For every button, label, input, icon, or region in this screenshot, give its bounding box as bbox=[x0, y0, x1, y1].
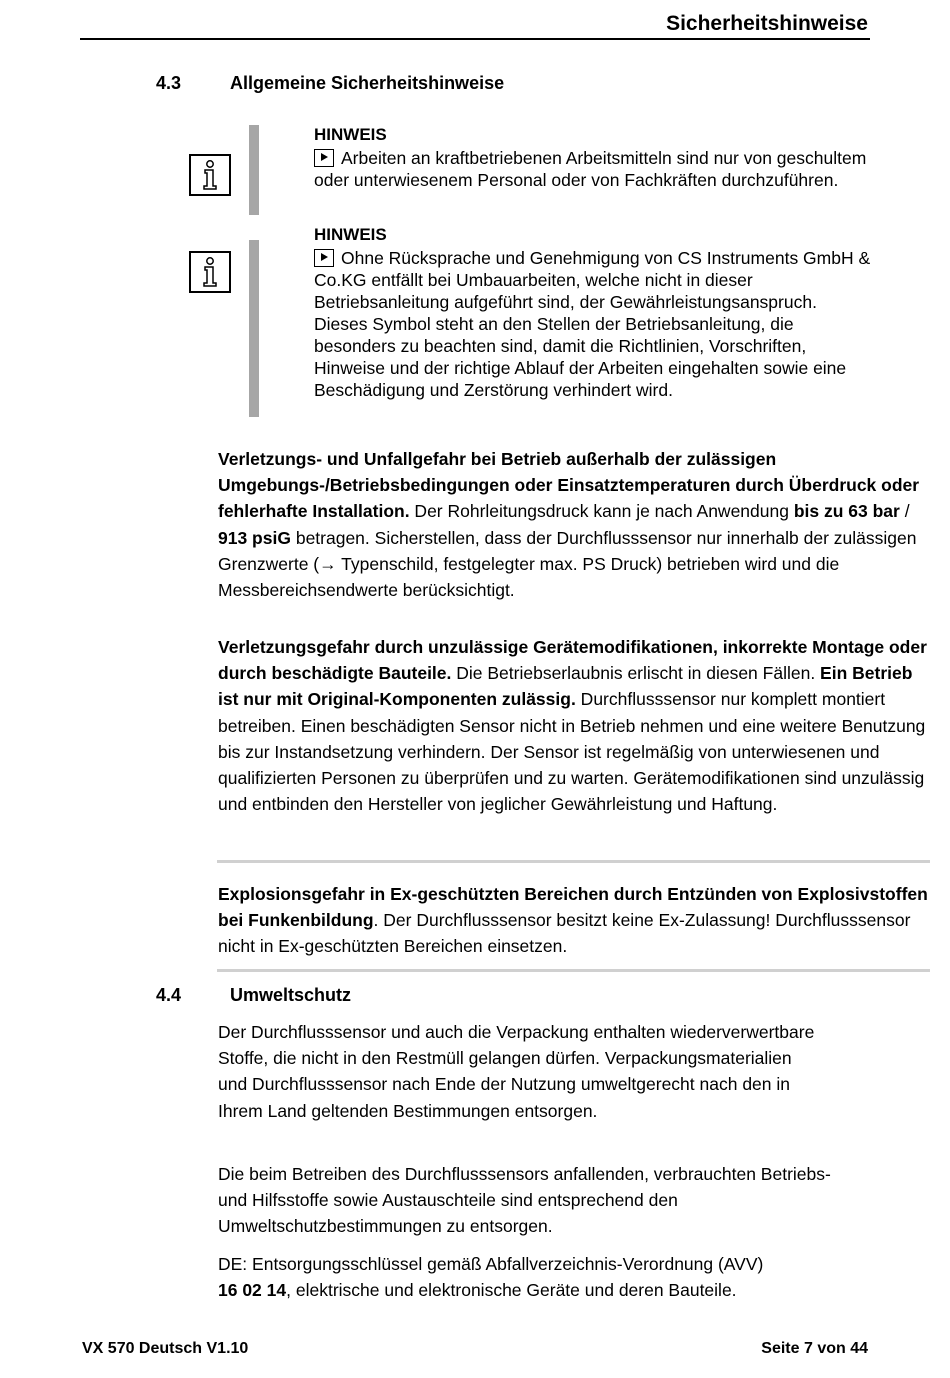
arrow-bullet-icon bbox=[314, 249, 334, 267]
page-header-title: Sicherheitshinweise bbox=[666, 12, 868, 35]
arrow-bullet-icon bbox=[314, 149, 334, 167]
warning-paragraph-modifications: Verletzungsgefahr durch unzulässige Gerätemodifikationen, inkorrekte Montage oder durch beschädigte Bauteile. Die Betriebserlaubnis erlischt in diesen Fällen. Ein Betrieb ist nur mit Original-Komponenten zulässig. Durchflusssensor nur komplett montiert betreiben. Einen beschädigten Sensor nicht in Betrieb nehmen und eine weitere Benutzung bis zur Instandsetzung verhindern. Der Sensor ist regelmäßig von unterwiesenen und qualifizierten Personen zu überprüfen und zu warten. Gerätemodifikationen sind unzulässig und entbinden den Hersteller von jeglicher Gewährleistung und Haftung. bbox=[218, 637, 927, 815]
note-text: Arbeiten an kraftbetriebenen Arbeitsmitteln sind nur von geschultem oder unterwiesenem Personal oder von Fachkräften durchzuführen. bbox=[314, 148, 867, 190]
warning-paragraph-overpressure: Verletzungs- und Unfallgefahr bei Betrieb außerhalb der zulässigen Umgebungs-/Betriebsbedingungen oder Einsatztemperaturen durch Überdruck oder fehlerhafte Installation. Der Rohrleitungsdruck kann je nach Anwendung bis zu 63 bar / 913 psiG betragen. Sicherstellen, dass der Durchflusssensor nur innerhalb der zulässigen Grenzwerte (→ Typenschild, festgelegter max. PS Druck) betrieben wird und die Messbereichsendwerte berücksichtigt. bbox=[218, 449, 920, 601]
environment-paragraph-3: DE: Entsorgungsschlüssel gemäß Abfallverzeichnis-Verordnung (AVV) 16 02 14, elektrische und elektronische Geräte und deren Bauteile. bbox=[218, 1254, 764, 1301]
warning-paragraph-explosion: Explosionsgefahr in Ex-geschützten Bereichen durch Entzünden von Explosivstoffen bei Funkenbildung. Der Durchflusssensor besitzt keine Ex-Zulassung! Durchflusssensor nicht in Ex-geschützten Bereichen einsetzen. bbox=[218, 884, 928, 957]
header-divider bbox=[80, 38, 870, 40]
section-divider bbox=[217, 969, 930, 972]
note-marker-bar bbox=[249, 240, 259, 417]
note-label: HINWEIS bbox=[314, 225, 387, 244]
note-label: HINWEIS bbox=[314, 125, 387, 144]
note-text: Ohne Rücksprache und Genehmigung von CS Instruments GmbH & Co.KG entfällt bei Umbauarbeiten, welche nicht in dieser Betriebsanleitung aufgeführt sind, der Gewährleistungsanspruch. Dieses Symbol steht an den Stellen der Betriebsanleitung, die besonders zu beachten sind, damit die Richtlinien, Vorschriften, Hinweise und der richtige Ablauf der Arbeiten eingehalten sowie eine Beschädigung und Zerstörung verhindert wird. bbox=[314, 248, 871, 400]
section-divider bbox=[217, 860, 930, 863]
note-marker-bar bbox=[249, 125, 259, 215]
section-number-4-3: 4.3 bbox=[156, 73, 182, 93]
section-number-4-4: 4.4 bbox=[156, 985, 182, 1005]
section-title-4-3: Allgemeine Sicherheitshinweise bbox=[230, 73, 505, 93]
info-icon bbox=[189, 251, 231, 293]
environment-paragraph-2: Die beim Betreiben des Durchflusssensors anfallenden, verbrauchten Betriebs- und Hilfsstoffe sowie Austauschteile sind entsprechend den Umweltschutzbestimmungen zu entsorgen. bbox=[218, 1164, 831, 1237]
arrow-right-icon: → bbox=[319, 553, 337, 574]
footer-page-number: Seite 7 von 44 bbox=[761, 1340, 868, 1357]
section-title-4-4: Umweltschutz bbox=[230, 985, 352, 1005]
environment-paragraph-1: Der Durchflusssensor und auch die Verpackung enthalten wiederverwertbare Stoffe, die nicht in den Restmüll gelangen dürfen. Verpackungsmaterialien und Durchflusssensor nach Ende der Nutzung umweltgerecht nach den in Ihrem Land geltenden Bestimmungen entsorgen. bbox=[218, 1022, 815, 1121]
footer-document-id: VX 570 Deutsch V1.10 bbox=[82, 1340, 249, 1357]
info-icon bbox=[189, 154, 231, 196]
